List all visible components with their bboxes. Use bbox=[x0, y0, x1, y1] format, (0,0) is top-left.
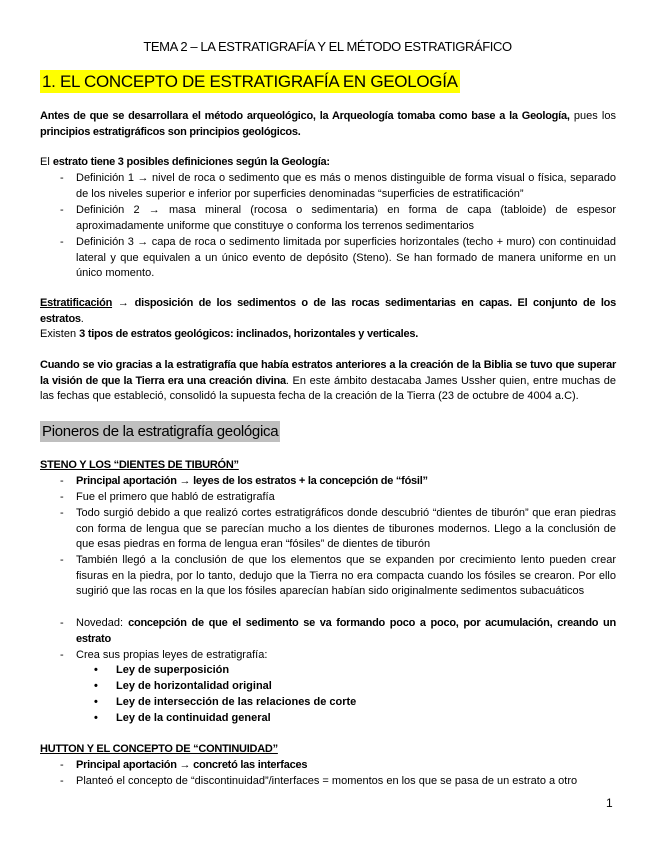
document-title: TEMA 2 – LA ESTRATIGRAFÍA Y EL MÉTODO ESTRATIGRÁFICO bbox=[143, 39, 512, 54]
estrato-bold: estrato tiene 3 posibles definiciones según la Geología: bbox=[52, 156, 330, 168]
intro-bold: Antes de que se desarrollara el método arqueológico, la Arqueología tomaba como base a la Geología, bbox=[40, 110, 570, 122]
bullet-item: • Ley de horizontalidad original bbox=[94, 680, 272, 692]
definition-item: - Definición 2 → masa mineral (rocosa o sedimentaria) en forma de capa (tabloide) de espesor aproximadamente uniforme que constituye o conforma los terrenos sedimentarios bbox=[60, 204, 616, 232]
cuando-text: . En este ámbito destacaba James Ussher quien, entre muchas de las fechas que estableció, consolidó la supuesta fecha de la creación de la Tierra (23 de octubre de 4004 a.C). bbox=[40, 374, 616, 403]
steno-heading bbox=[40, 458, 616, 474]
list-text: Crea sus propias leyes de estratigrafía: bbox=[76, 649, 268, 661]
hutton-heading bbox=[40, 742, 616, 758]
list-item: - Todo surgió debido a que realizó cortes estratigráficos donde descubrió “dientes de tiburón” que eran piedras con forma de lengua que se parecían mucho a los dientes de tiburones modernos. Llego a la conclusión de que esas piedras en forma de lengua eran “fósiles” de dientes de tiburón bbox=[60, 507, 616, 551]
estratificacion-paragraph bbox=[40, 296, 616, 327]
existen-text: Existen bbox=[40, 328, 80, 340]
novedad-label: Novedad: bbox=[76, 617, 129, 629]
bullet-item: • Ley de superposición bbox=[94, 664, 230, 676]
list-text: Planteó el concepto de “discontinuidad”/interfaces = momentos en los que se pasa de un estrato a otro bbox=[76, 775, 578, 787]
ley-text: Ley de intersección de las relaciones de corte bbox=[116, 696, 357, 708]
hutton-aportacion: Principal aportación → concretó las interfaces bbox=[76, 759, 308, 771]
estrato-paragraph bbox=[40, 155, 616, 171]
list-text: También llegó a la conclusión de que los elementos que se expanden por crecimiento lento pueden crear fisuras en la piedra, por lo tanto, dedujo que la Tierra no era compacta cuando los fósiles se crearon. Por ello sugirió que las rocas en la que los fósiles aparecían habían sido originalmente sedimentos subacuáticos bbox=[76, 554, 616, 598]
bullet-item: • Ley de intersección de las relaciones de corte bbox=[94, 696, 357, 708]
ley-text: Ley de superposición bbox=[116, 664, 230, 676]
existen-paragraph bbox=[40, 327, 616, 343]
estrato-text: El bbox=[40, 156, 53, 168]
ley-text: Ley de la continuidad general bbox=[116, 712, 271, 724]
existen-bold: 3 tipos de estratos geológicos: inclinados, horizontales y verticales. bbox=[79, 328, 419, 340]
period: . bbox=[80, 312, 84, 325]
definition-text: Definición 1 → nivel de roca o sedimento que es más o menos distinguible de forma visual o física, separado de los niveles superior e inferior por superficies denominadas “superficies de estratificación” bbox=[76, 172, 616, 200]
ley-text: Ley de horizontalidad original bbox=[116, 680, 272, 692]
list-item: - Planteó el concepto de “discontinuidad”/interfaces = momentos en los que se pasa de un estrato a otro bbox=[60, 775, 578, 787]
arrow: → bbox=[112, 297, 135, 309]
cuando-paragraph bbox=[40, 358, 616, 405]
steno-heading-text: STENO Y LOS “DIENTES DE TIBURÓN” bbox=[40, 459, 239, 471]
estratificacion-def: disposición de los sedimentos o de las rocas sedimentarias en capas. El conjunto de los estratos bbox=[40, 297, 616, 325]
intro-paragraph bbox=[40, 109, 616, 140]
page-number: 1 bbox=[606, 796, 613, 810]
list-item: - Principal aportación → concretó las interfaces bbox=[60, 759, 308, 771]
novedad-text: concepción de que el sedimento se va formando poco a poco, por acumulación, creando un estrato bbox=[76, 617, 616, 645]
cuando-bold: Cuando se vio gracias a la estratigrafía que había estratos anteriores a la creación de la Biblia se tuvo que superar la visión de que la Tierra era una creación divina bbox=[40, 359, 616, 387]
list-item: - Crea sus propias leyes de estratigrafía: bbox=[60, 649, 268, 661]
estratificacion-term: Estratificación bbox=[40, 297, 113, 309]
list-text: Fue el primero que habló de estratigrafía bbox=[76, 491, 275, 503]
steno-aportacion: Principal aportación → leyes de los estratos + la concepción de “fósil” bbox=[76, 475, 428, 487]
definition-item: - Definición 1 → nivel de roca o sedimento que es más o menos distinguible de forma visual o física, separado de los niveles superior e inferior por superficies denominadas “superficies de estratificación” bbox=[60, 172, 616, 200]
definition-text: Definición 2 → masa mineral (rocosa o sedimentaria) en forma de capa (tabloide) de espesor aproximadamente uniforme que constituye o conforma los terrenos sedimentarios bbox=[76, 204, 616, 232]
list-item: - También llegó a la conclusión de que los elementos que se expanden por crecimiento lento pueden crear fisuras en la piedra, por lo tanto, dedujo que la Tierra no era compacta cuando los fósiles se crearon. Por ello sugirió que las rocas en la que los fósiles aparecían habían sido originalmente sedimentos subacuáticos bbox=[60, 554, 616, 598]
list-item: - Principal aportación → leyes de los estratos + la concepción de “fósil” bbox=[60, 475, 428, 487]
list-item: - Novedad: concepción de que el sedimento se va formando poco a poco, por acumulación, creando un estrato bbox=[60, 617, 616, 645]
definition-item: - Definición 3 → capa de roca o sedimento limitada por superficies horizontales (techo + muro) con continuidad lateral y que equivalen a un único evento de depósito (Steno). Se han formado de manera uniforme en un único momento. bbox=[60, 236, 616, 280]
list-item: - Fue el primero que habló de estratigrafía bbox=[60, 491, 275, 503]
intro-text: pues los bbox=[569, 110, 616, 122]
list-text: Todo surgió debido a que realizó cortes estratigráficos donde descubrió “dientes de tiburón” que eran piedras con forma de lengua que se parecían mucho a los dientes de tiburones modernos. Llego a la conclusión de que esas piedras en forma de lengua eran “fósiles” de dientes de tiburón bbox=[76, 507, 616, 551]
hutton-heading-text: HUTTON Y EL CONCEPTO DE “CONTINUIDAD” bbox=[40, 743, 278, 755]
subsection-heading: Pioneros de la estratigrafía geológica bbox=[42, 423, 279, 440]
definition-text: Definición 3 → capa de roca o sedimento limitada por superficies horizontales (techo + muro) con continuidad lateral y que equivalen a un único evento de depósito (Steno). Se han formado de manera uniforme en un único momento. bbox=[76, 236, 616, 280]
bullet-item: • Ley de la continuidad general bbox=[94, 712, 271, 724]
section-heading: 1. EL CONCEPTO DE ESTRATIGRAFÍA EN GEOLOGÍA bbox=[42, 72, 458, 91]
intro-bold-2: principios estratigráficos son principios geológicos. bbox=[40, 125, 301, 138]
